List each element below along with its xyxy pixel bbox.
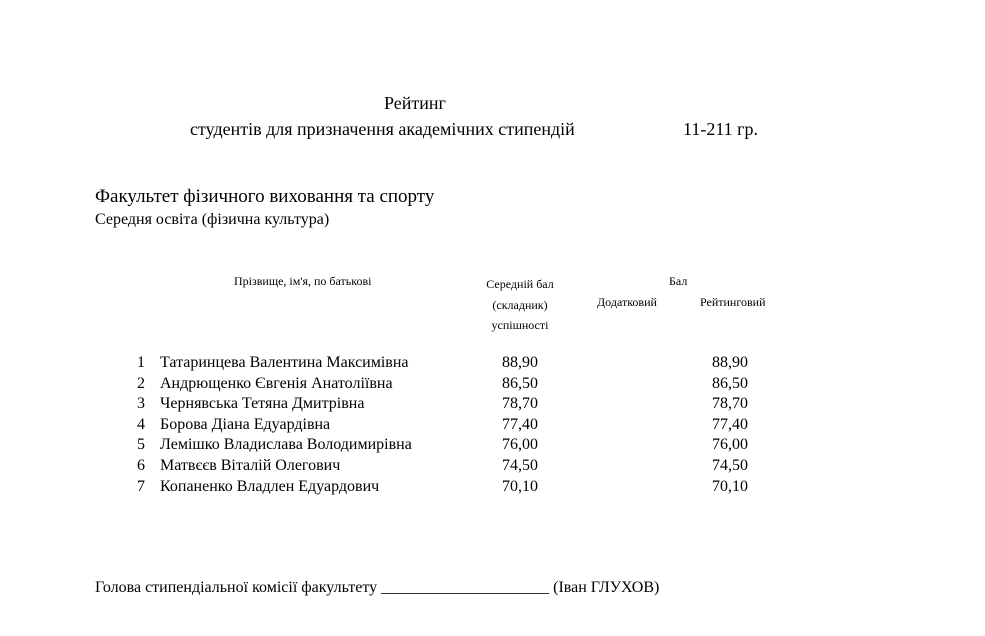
document-subtitle: студентів для призначення академічних стипендій [190, 119, 575, 139]
rating-score: 70,10 [712, 477, 748, 495]
student-name: Лемішко Владислава Володимирівна [160, 436, 412, 454]
faculty-name: Факультет фізичного виховання та спорту [95, 186, 435, 207]
student-name: Чернявська Тетяна Дмитрівна [160, 395, 365, 413]
group-label: 11-211 гр. [683, 119, 759, 139]
signature-line: Голова стипендіальної комісії факультету _____________________ (Іван ГЛУХОВ) [95, 579, 660, 596]
student-name: Татаринцева Валентина Максимівна [160, 354, 409, 371]
student-name: Копаненко Владлен Едуардович [160, 477, 380, 495]
column-header-rating: Рейтинговий [700, 295, 766, 309]
row-number: 4 [137, 415, 145, 433]
rating-score: 78,70 [712, 395, 748, 413]
column-header-average [470, 274, 570, 336]
rating-score: 86,50 [712, 374, 748, 392]
row-number: 3 [137, 395, 145, 413]
average-score: 78,70 [502, 395, 538, 413]
table-row [0, 435, 985, 456]
column-header-additional: Додатковий [597, 295, 657, 309]
rating-score: 76,00 [712, 436, 748, 454]
average-score: 88,90 [502, 354, 538, 371]
student-name: Борова Діана Едуардівна [160, 415, 331, 433]
table-row [0, 353, 985, 374]
table-row [0, 415, 985, 436]
student-name: Матвєєв Віталій Олегович [160, 456, 341, 474]
average-score: 70,10 [502, 477, 538, 495]
column-header-average-line3: успішності [491, 318, 549, 332]
table-row [0, 394, 985, 415]
rating-score: 88,90 [712, 354, 748, 371]
average-score: 74,50 [502, 456, 538, 474]
row-number: 5 [137, 436, 145, 454]
column-header-name: Прізвище, ім'я, по батькові [234, 274, 372, 288]
row-number: 6 [137, 456, 145, 474]
average-score: 86,50 [502, 374, 538, 392]
column-header-average-line2: (складник) [492, 297, 548, 312]
column-header-score-group: Бал [669, 274, 688, 288]
column-header-average-line1: Середній бал [486, 277, 554, 291]
program-name: Середня освіта (фізична культура) [95, 211, 330, 228]
row-number: 1 [137, 354, 145, 371]
rating-score: 77,40 [712, 415, 748, 433]
average-score: 77,40 [502, 415, 538, 433]
row-number: 7 [137, 477, 145, 495]
rating-table-body [0, 353, 985, 497]
table-row [0, 477, 985, 498]
average-score: 76,00 [502, 436, 538, 454]
document-title: Рейтинг [384, 93, 446, 113]
table-row [0, 456, 985, 477]
table-row [0, 374, 985, 395]
rating-score: 74,50 [712, 456, 748, 474]
row-number: 2 [137, 374, 145, 392]
student-name: Андрющенко Євгенія Анатоліївна [160, 374, 393, 392]
